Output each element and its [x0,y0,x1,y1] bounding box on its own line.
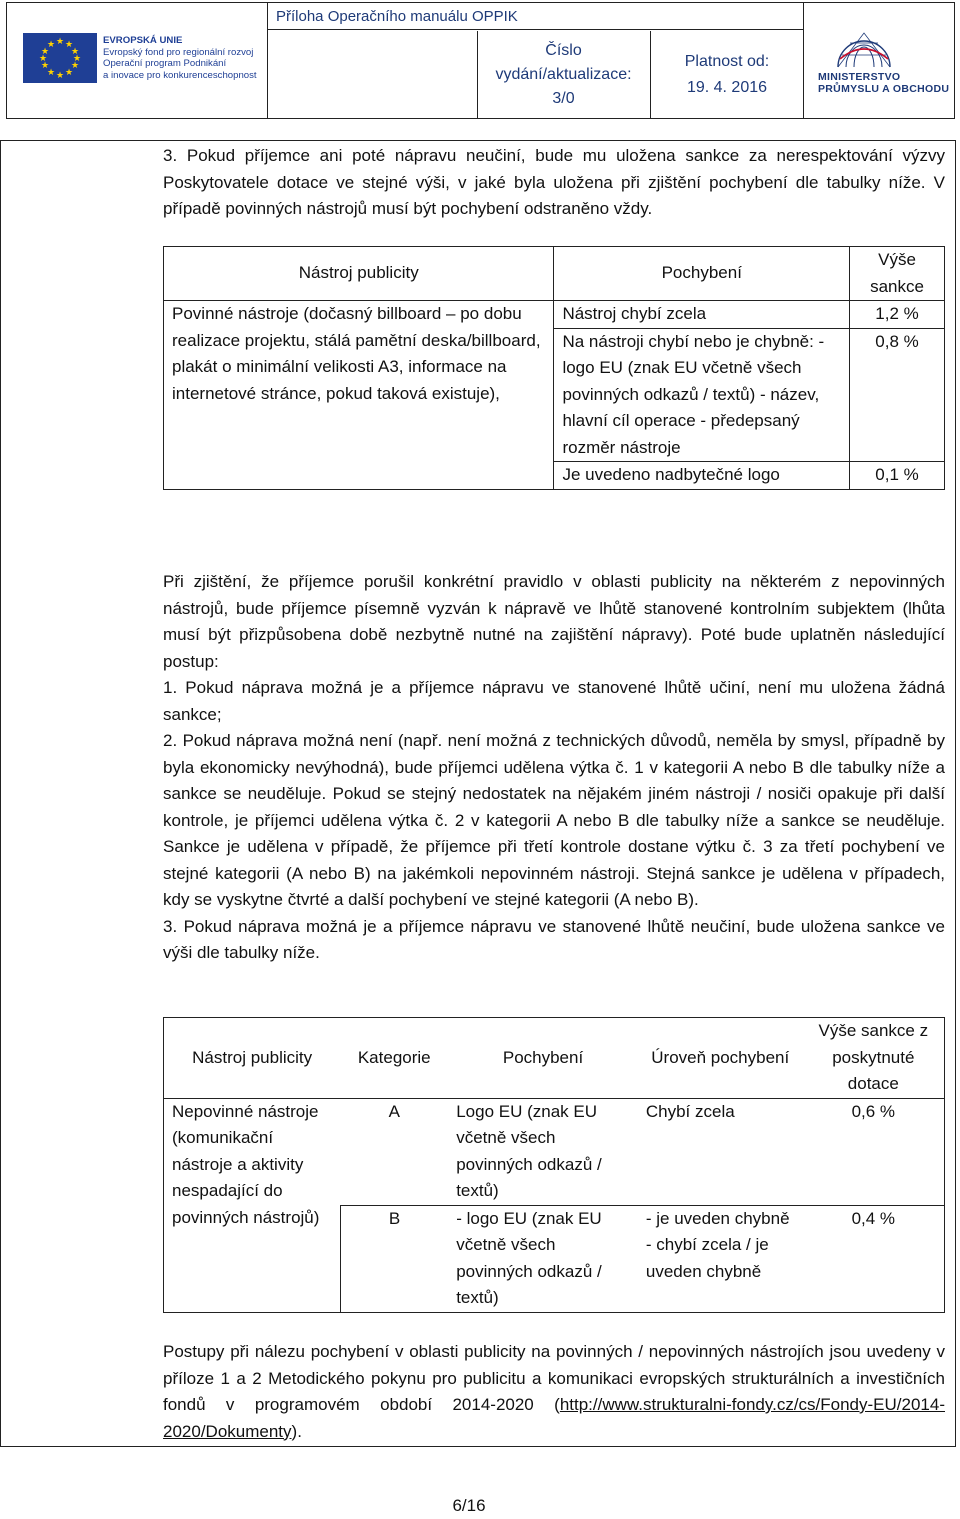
issue-cell: Logo EU (znak EU včetně všech povinných odkazů / textů) [448,1098,638,1205]
mandatory-tools-table [163,246,945,490]
col-header-sanction: Výše sankce z poskytnuté dotace [803,1018,945,1099]
col-header-tool: Nástroj publicity [164,247,554,301]
inner-rule [151,140,953,141]
sanction-cell: 0,1 % [850,462,945,490]
col-header-category: Kategorie [340,1018,448,1099]
table-row [164,1098,945,1205]
col-header-sanction: Výše sankce [850,247,945,301]
ministry-globe-icon [832,29,896,69]
eu-logo-block [7,3,268,118]
category-cell: B [340,1205,448,1312]
category-cell: A [340,1098,448,1205]
tool-cell: Nepovinné nástroje (komunikační nástroje a aktivity nespadající do povinných nástrojů) [164,1098,341,1312]
col-header-issue: Pochybení [448,1018,638,1099]
tool-cell: Povinné nástroje (dočasný billboard – po dobu realizace projektu, stálá pamětní deska/billboard, plakát o minimální velikosti A3, informace na internetové stránce, pokud taková existuje), [164,301,554,490]
paragraph-optional-tools: Při zjištění, že příjemce porušil konkrétní pravidlo v oblasti publicity na některém z nepovinných nástrojů, bude příjemce písemně vyzván k nápravě ve lhůtě stanovené kontrolním subjektem (lhůta musí být přizpůsobena době nezbytně nutné na zajištění nápravy). Poté bude uplatněn následující postup: 1. Pokud náprava možná je a příjemce nápravu ve stanovené lhůtě učiní, není mu uložena žádná sankce; 2. Pokud náprava možná není (např. není možná z technických důvodů, neměla by smysl, případně by byla ekonomicky nevýhodná), bude příjemci udělena výtka č. 1 v kategorii A nebo B dle tabulky níže a sankce se neuděluje. Pokud se stejný nedostatek na nějakém jiném nástroji / nosiči opakuje při další kontrole, je příjemci udělena výtka č. 2 v kategorii A nebo B dle tabulky níže a sankce se neuděluje. Sankce je udělena v případě, že příjemce při třetí kontrole dostane výtku č. 3 za třetí pochybení ve stejné kategorii (A nebo B) na jakémkoli nepovinném nástroji. Stejná sankce je udělena v případech, kdy se vyskytne čtvrté a další pochybení ve stejné kategorii (A nebo B). 3. Pokud náprava možná je a příjemce nápravu ve stanovené lhůtě neučiní, bude uložena sankce ve výši dle tabulky níže. [163,572,945,962]
table-header-row [164,1018,945,1099]
col-header-issue: Pochybení [554,247,850,301]
table-header-row [164,247,945,301]
sanction-cell: 0,8 % [850,328,945,462]
validity-cell: Platnost od: 19. 4. 2016 [650,31,803,118]
sanction-cell: 0,6 % [803,1098,945,1205]
structural-funds-link[interactable]: http://www.strukturalni-fondy.cz/cs/Fondy-EU/2014-2020/Dokumenty [163,1395,945,1441]
document-title: Příloha Operačního manuálu OPPIK [268,3,803,30]
paragraph-sanction-repeat: 3. Pokud příjemce ani poté nápravu neučiní, bude mu uložena sankce za nerespektování výzvy Poskytovatele dotace ve stejné výši, v jaké byla uložena při zjištění pochybení dle tabulky níže. V případě povinných nástrojů musí být pochybení odstraněno vždy. [163,146,945,218]
sanction-cell: 0,4 % [803,1205,945,1312]
page-number: 6/16 [452,1496,486,1515]
optional-tools-table [163,1017,945,1313]
issue-cell: Nástroj chybí zcela [554,301,850,329]
version-cell: Číslo vydání/aktualizace: 3/0 [477,31,649,118]
col-header-tool: Nástroj publicity [164,1018,341,1099]
level-cell: Chybí zcela [638,1098,803,1205]
level-cell: - je uveden chybně - chybí zcela / je uveden chybně [638,1205,803,1312]
table-row [164,301,945,329]
page-header [6,2,955,119]
issue-cell: Je uvedeno nadbytečné logo [554,462,850,490]
issue-cell: Na nástroji chybí nebo je chybně: - logo EU (znak EU včetně všech povinných odkazů / textů) - název, hlavní cíl operace - předepsaný rozměr nástroje [554,328,850,462]
ministry-name: MINISTERSTVO PRŮMYSLU A OBCHODU [818,71,950,95]
eu-logo-text: EVROPSKÁ UNIE Evropský fond pro regionální rozvoj Operační program Podnikání a inovace pro konkurenceschopnost [103,35,257,81]
sanction-cell: 1,2 % [850,301,945,329]
eu-flag-icon: ★ ★ ★ ★ ★ ★ ★ ★ ★ ★ ★ ★ [23,33,97,83]
ministry-logo-block [803,3,955,118]
issue-cell: - logo EU (znak EU včetně všech povinných odkazů / textů) [448,1205,638,1312]
col-header-level: Úroveň pochybení [638,1018,803,1099]
paragraph-procedures: Postupy při nálezu pochybení v oblasti publicity na povinných / nepovinných nástrojích jsou uvedeny v příloze 1 a 2 Metodického pokynu pro publicitu a komunikaci evropských strukturálních a investičních fondů v programovém období 2014-2020 (http://www.strukturalni-fondy.cz/cs/Fondy-EU/2014-2020/Dokumenty). [163,1342,945,1441]
